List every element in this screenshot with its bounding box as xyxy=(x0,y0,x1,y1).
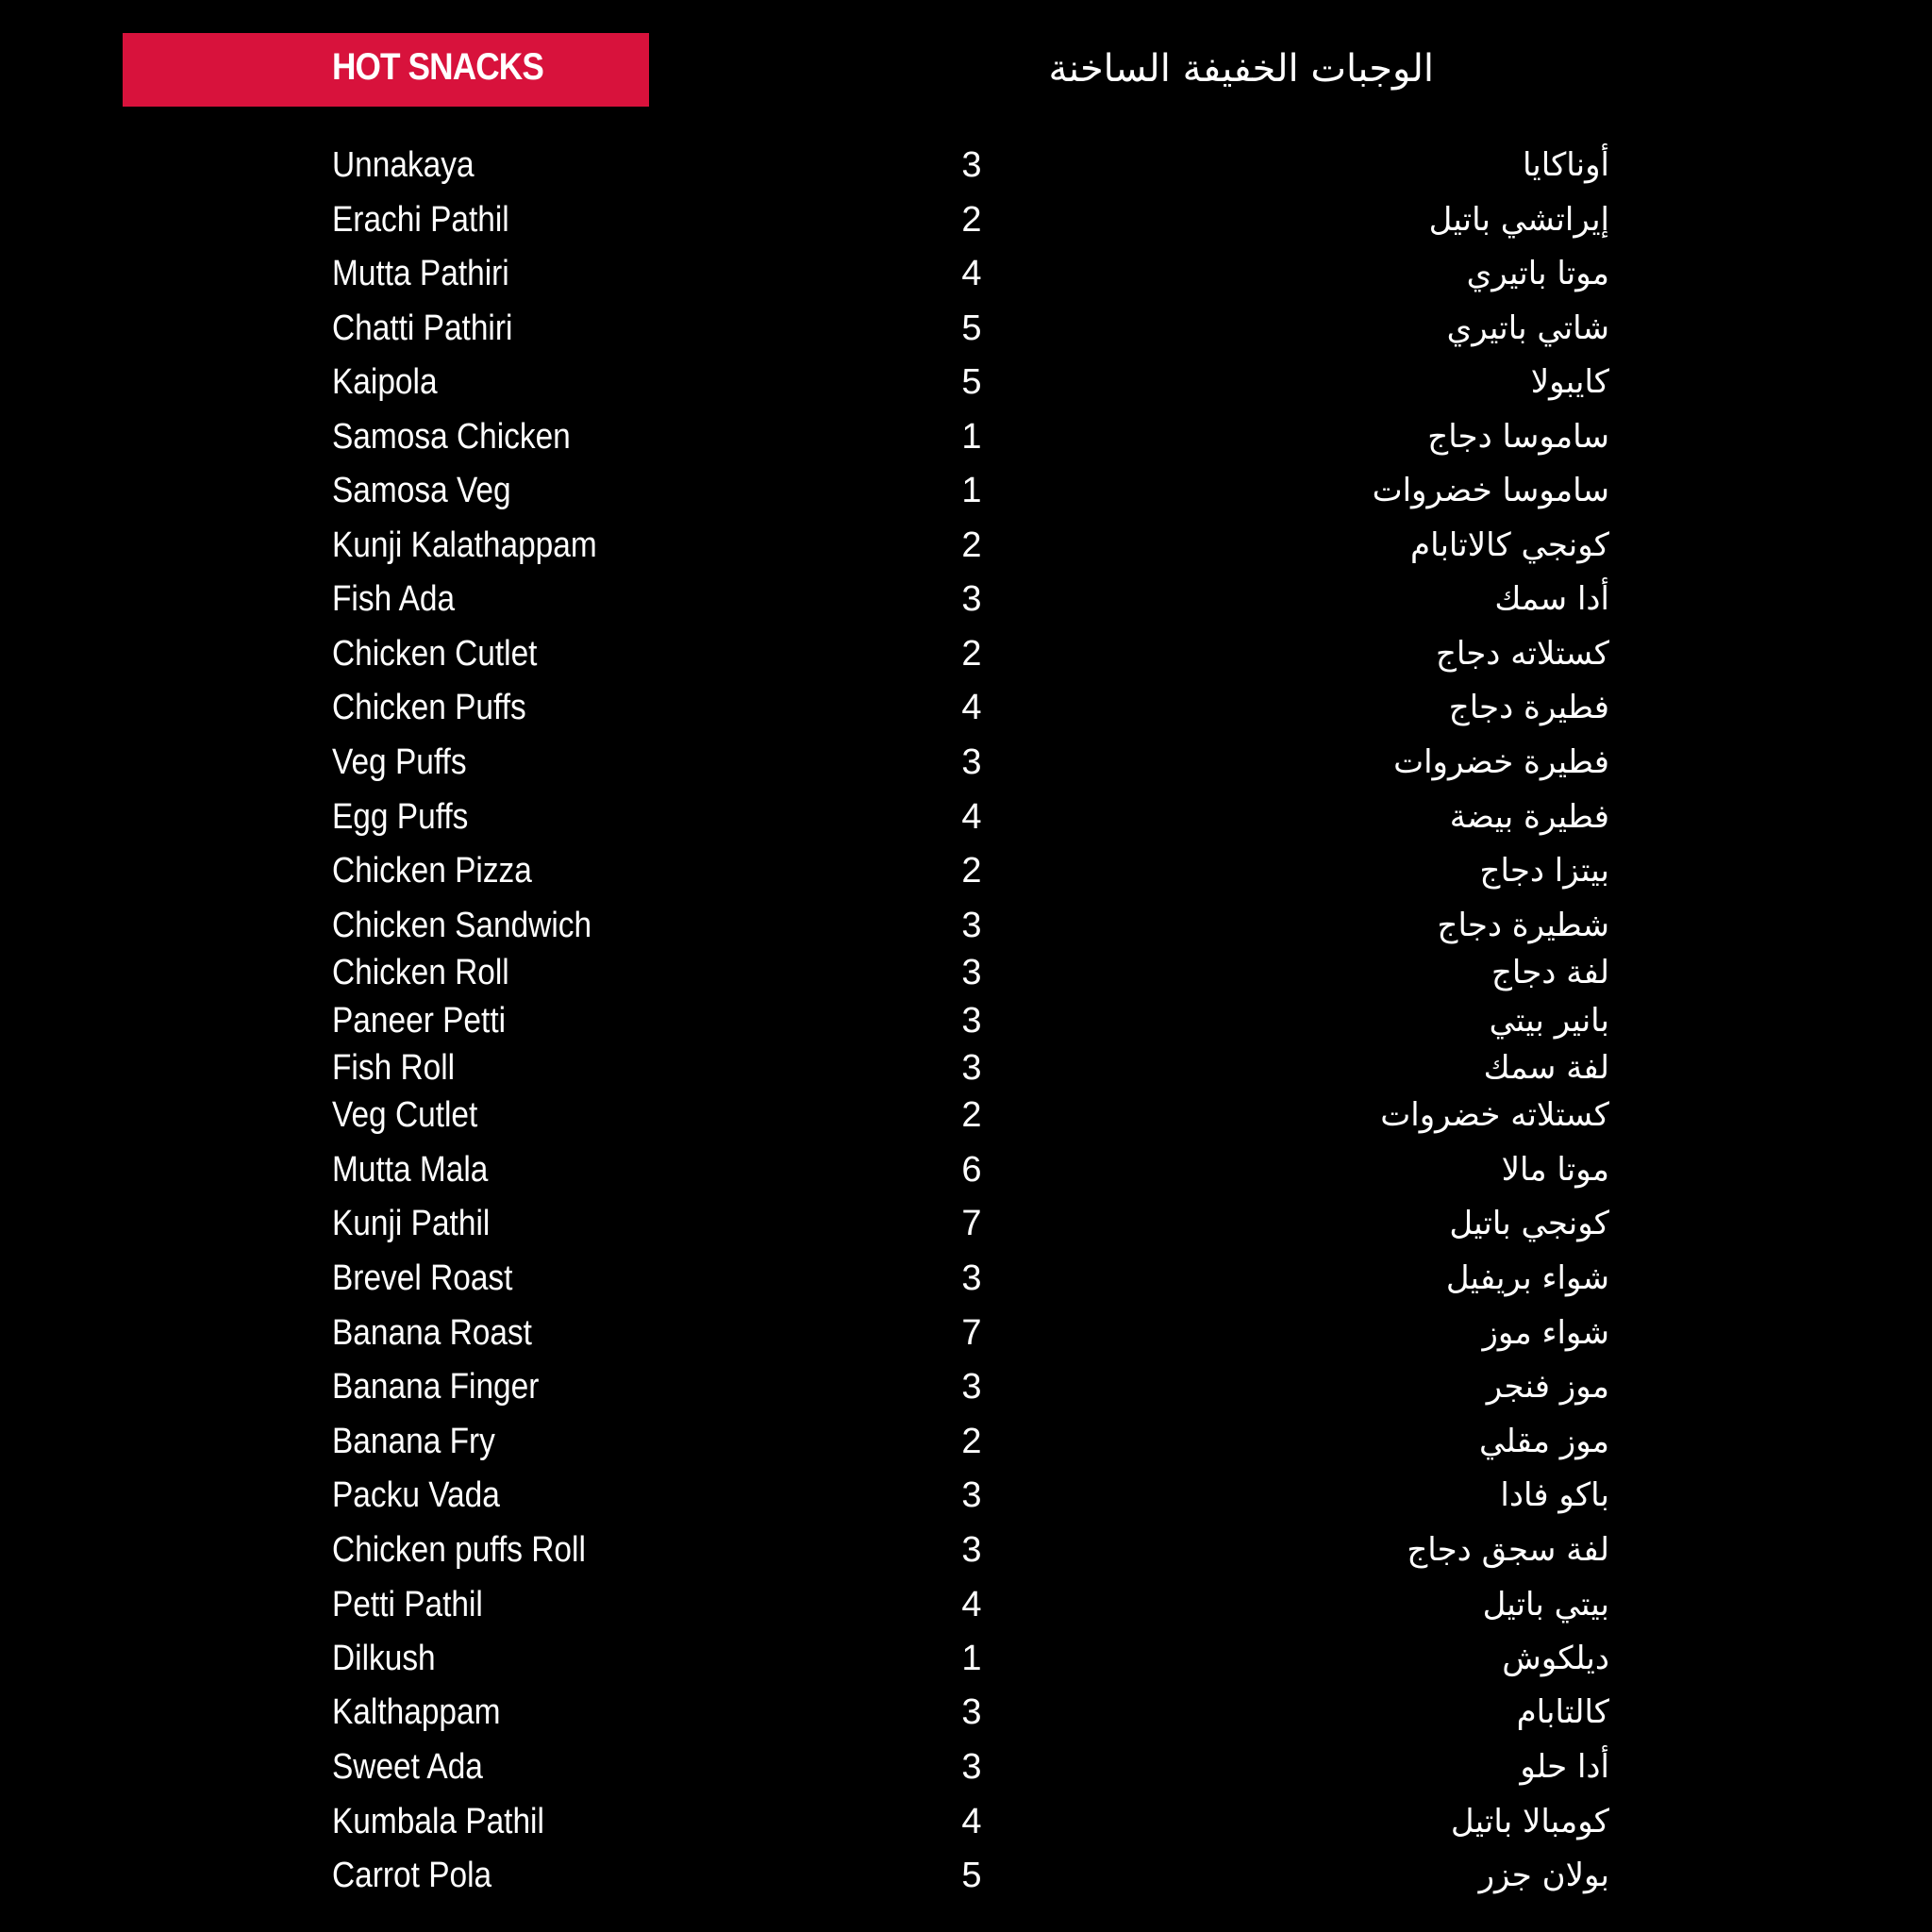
menu-item-row xyxy=(0,684,1932,731)
menu-item-price: 4 xyxy=(961,688,982,727)
menu-item-name: Kunji Pathil xyxy=(332,1204,491,1243)
menu-item-name: Petti Pathil xyxy=(332,1585,483,1624)
menu-item-name: Chicken Cutlet xyxy=(332,634,538,674)
menu-item-price: 3 xyxy=(961,1001,982,1041)
menu-item-name-ar: لفة سمك xyxy=(1483,1049,1609,1087)
menu-item-name-ar: موتا باتيري xyxy=(1466,255,1609,292)
menu-item-row xyxy=(0,250,1932,297)
menu-item-name-ar: ساموسا دجاج xyxy=(1427,418,1609,456)
menu-item-price: 1 xyxy=(961,471,982,510)
menu-item-name-ar: ديلكوش xyxy=(1502,1640,1609,1677)
menu-item-name: Erachi Pathil xyxy=(332,200,509,240)
menu-item-row xyxy=(0,358,1932,406)
menu-item-price: 7 xyxy=(961,1313,982,1353)
menu-item-row xyxy=(0,413,1932,460)
menu-item-price: 3 xyxy=(961,906,982,945)
menu-item-name-ar: بيتزا دجاج xyxy=(1479,852,1609,890)
menu-item-name: Paneer Petti xyxy=(332,1001,507,1041)
menu-item-row xyxy=(0,1743,1932,1790)
menu-item-name-ar: أدا سمك xyxy=(1494,580,1609,618)
menu-item-name: Banana Fry xyxy=(332,1422,495,1461)
menu-item-name: Samosa Chicken xyxy=(332,417,571,457)
menu-item-name: Kaipola xyxy=(332,362,438,402)
menu-item-row xyxy=(0,1309,1932,1357)
menu-item-name: Unnakaya xyxy=(332,145,475,185)
menu-item-row xyxy=(0,1418,1932,1465)
menu-item-price: 4 xyxy=(961,254,982,293)
menu-item-price: 3 xyxy=(961,953,982,992)
menu-item-price: 1 xyxy=(961,417,982,457)
menu-item-price: 3 xyxy=(961,579,982,619)
menu-item-name-ar: لفة دجاج xyxy=(1491,954,1609,991)
menu-item-row xyxy=(0,997,1932,1044)
menu-item-row xyxy=(0,1472,1932,1519)
menu-item-row xyxy=(0,1255,1932,1302)
menu-item-name-ar: شواء بريفيل xyxy=(1445,1259,1609,1297)
menu-item-row xyxy=(0,1091,1932,1139)
menu-item-price: 2 xyxy=(961,200,982,240)
menu-item-name-ar: كالتابام xyxy=(1516,1693,1609,1731)
menu-item-name-ar: موز فنجر xyxy=(1486,1368,1609,1406)
menu-item-name-ar: كومبالا باتيل xyxy=(1450,1803,1609,1840)
section-title-ar: الوجبات الخفيفة الساخنة xyxy=(1048,47,1434,91)
menu-item-row xyxy=(0,1852,1932,1899)
menu-item-row xyxy=(0,467,1932,514)
menu-item-row xyxy=(0,739,1932,786)
menu-item-price: 3 xyxy=(961,1367,982,1407)
menu-item-price: 1 xyxy=(961,1639,982,1678)
menu-item-row xyxy=(0,575,1932,623)
menu-item-row xyxy=(0,1635,1932,1682)
menu-item-name: Veg Puffs xyxy=(332,742,467,782)
menu-item-name: Fish Ada xyxy=(332,579,456,619)
menu-item-name: Fish Roll xyxy=(332,1048,456,1088)
menu-item-name-ar: موز مقلي xyxy=(1478,1423,1609,1460)
menu-item-name-ar: شاتي باتيري xyxy=(1446,309,1609,347)
menu-item-row xyxy=(0,1363,1932,1410)
menu-item-name: Chicken puffs Roll xyxy=(332,1530,586,1570)
menu-item-price: 2 xyxy=(961,1422,982,1461)
menu-item-price: 2 xyxy=(961,1095,982,1135)
menu-item-name-ar: فطيرة دجاج xyxy=(1448,689,1609,726)
menu-item-name-ar: أوناكايا xyxy=(1522,146,1609,184)
menu-item-name-ar: لفة سجق دجاج xyxy=(1407,1531,1609,1569)
menu-item-price: 5 xyxy=(961,362,982,402)
menu-item-name: Packu Vada xyxy=(332,1475,500,1515)
menu-item-name-ar: إيراتشي باتيل xyxy=(1428,201,1609,239)
menu-item-name: Kunji Kalathappam xyxy=(332,525,597,565)
menu-item-price: 5 xyxy=(961,1856,982,1895)
menu-item-name: Kumbala Pathil xyxy=(332,1802,544,1841)
menu-item-name-ar: بيتي باتيل xyxy=(1482,1586,1609,1624)
menu-item-price: 6 xyxy=(961,1150,982,1190)
menu-item-row xyxy=(0,196,1932,243)
menu-item-name: Egg Puffs xyxy=(332,797,469,837)
menu-item-price: 3 xyxy=(961,742,982,782)
menu-item-name-ar: ساموسا خضروات xyxy=(1372,472,1609,509)
menu-item-row xyxy=(0,305,1932,352)
menu-item-price: 3 xyxy=(961,1530,982,1570)
menu-item-row xyxy=(0,793,1932,841)
menu-item-row xyxy=(0,142,1932,189)
menu-item-name: Mutta Mala xyxy=(332,1150,489,1190)
menu-item-name-ar: كونجي باتيل xyxy=(1449,1205,1609,1242)
menu-item-name-ar: كايبولا xyxy=(1530,363,1609,401)
menu-item-name-ar: شطيرة دجاج xyxy=(1437,907,1609,944)
menu-item-name: Chicken Pizza xyxy=(332,851,532,891)
menu-item-row xyxy=(0,1146,1932,1193)
menu-item-price: 3 xyxy=(961,1048,982,1088)
menu-item-row xyxy=(0,1581,1932,1628)
menu-item-price: 2 xyxy=(961,525,982,565)
menu-item-price: 3 xyxy=(961,145,982,185)
menu-item-name: Chicken Puffs xyxy=(332,688,526,727)
menu-item-row xyxy=(0,1200,1932,1247)
section-header-badge xyxy=(123,33,649,107)
menu-item-row xyxy=(0,630,1932,677)
menu-item-name: Dilkush xyxy=(332,1639,436,1678)
menu-item-price: 3 xyxy=(961,1747,982,1787)
menu-item-name-ar: شواء موز xyxy=(1482,1314,1609,1352)
menu-item-price: 3 xyxy=(961,1692,982,1732)
menu-item-name: Kalthappam xyxy=(332,1692,501,1732)
menu-item-name: Carrot Pola xyxy=(332,1856,492,1895)
menu-item-row xyxy=(0,1689,1932,1736)
menu-item-name: Brevel Roast xyxy=(332,1258,513,1298)
menu-item-name: Chicken Sandwich xyxy=(332,906,592,945)
menu-item-price: 4 xyxy=(961,1585,982,1624)
menu-item-name-ar: كستلاته خضروات xyxy=(1380,1096,1609,1134)
menu-item-row xyxy=(0,949,1932,996)
menu-item-price: 5 xyxy=(961,308,982,348)
section-title-en: HOT SNACKS xyxy=(332,46,543,88)
menu-item-name: Chatti Pathiri xyxy=(332,308,513,348)
menu-item-name: Sweet Ada xyxy=(332,1747,483,1787)
menu-item-name-ar: كونجي كالاتابام xyxy=(1410,526,1609,564)
menu-item-name: Samosa Veg xyxy=(332,471,511,510)
menu-item-name-ar: بانير بيتي xyxy=(1489,1002,1609,1040)
menu-item-row xyxy=(0,522,1932,569)
menu-item-name-ar: بولان جزر xyxy=(1478,1857,1609,1894)
menu-item-row xyxy=(0,1798,1932,1845)
menu-item-name-ar: أدا حلو xyxy=(1520,1748,1609,1786)
menu-item-price: 2 xyxy=(961,851,982,891)
menu-item-name: Chicken Roll xyxy=(332,953,509,992)
menu-item-name-ar: باكو فادا xyxy=(1500,1476,1609,1514)
menu-item-price: 7 xyxy=(961,1204,982,1243)
menu-item-name: Banana Finger xyxy=(332,1367,540,1407)
menu-item-name-ar: كستلاته دجاج xyxy=(1435,635,1609,673)
menu-item-price: 3 xyxy=(961,1258,982,1298)
menu-item-name-ar: فطيرة خضروات xyxy=(1393,743,1609,781)
menu-item-name: Mutta Pathiri xyxy=(332,254,509,293)
menu-item-row xyxy=(0,1526,1932,1574)
menu-item-name: Veg Cutlet xyxy=(332,1095,478,1135)
menu-item-name: Banana Roast xyxy=(332,1313,532,1353)
menu-item-price: 2 xyxy=(961,634,982,674)
menu-item-name-ar: موتا مالا xyxy=(1501,1151,1609,1189)
menu-item-name-ar: فطيرة بيضة xyxy=(1449,798,1609,836)
menu-item-row xyxy=(0,1044,1932,1091)
menu-item-price: 3 xyxy=(961,1475,982,1515)
menu-item-row xyxy=(0,902,1932,949)
menu-item-row xyxy=(0,847,1932,894)
menu-item-price: 4 xyxy=(961,797,982,837)
menu-item-price: 4 xyxy=(961,1802,982,1841)
